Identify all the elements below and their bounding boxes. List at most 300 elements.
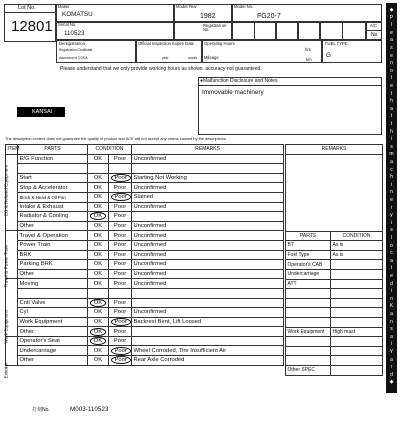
- group-label-exterior: Exterior: [3, 362, 9, 379]
- sidebar-char: h: [390, 98, 393, 105]
- inspection-table: [5, 144, 284, 366]
- parts-name: Other SPEC: [286, 365, 331, 375]
- table-row: [6, 298, 284, 308]
- sidebar-char: n: [390, 295, 393, 302]
- poor-mark: Poor: [113, 223, 127, 230]
- deregistration-label: Deregistration: [59, 41, 86, 46]
- header-item: ITEM: [7, 146, 20, 153]
- remarks-table: [285, 144, 383, 376]
- parts-condition: As is: [331, 250, 383, 260]
- part-name: E/G Function: [18, 154, 88, 164]
- ok-mark: OK: [93, 280, 103, 287]
- parts-name: Work Equipment: [286, 327, 331, 337]
- remark-text: [132, 288, 284, 298]
- table-row: [6, 260, 284, 270]
- table-row: [6, 154, 284, 164]
- location-sidebar: [386, 3, 397, 393]
- condition-poor: [109, 173, 132, 183]
- remark-text: [132, 298, 284, 308]
- table-row: [6, 356, 284, 366]
- poor-mark: Poor: [113, 299, 127, 306]
- sidebar-char: h: [390, 128, 393, 135]
- condition-poor: [109, 183, 132, 193]
- condition-poor: [109, 327, 132, 337]
- parts-row: [286, 289, 383, 299]
- remark-text: Unconfirmed: [132, 269, 284, 279]
- poor-mark: Poor: [113, 271, 127, 278]
- part-name: [18, 288, 88, 298]
- poor-mark: Poor: [111, 318, 131, 326]
- table-row: [6, 212, 284, 222]
- sidebar-char: K: [389, 303, 394, 310]
- lot-number: 12801: [11, 18, 53, 35]
- ok-mark: OK: [93, 203, 103, 210]
- ok-mark: OK: [93, 242, 103, 249]
- table-row: [6, 231, 284, 241]
- sidebar-char: c: [390, 166, 393, 173]
- poor-mark: Poor: [113, 184, 127, 191]
- sidebar-char: a: [390, 311, 393, 317]
- condition-poor: [109, 308, 132, 318]
- part-name: [18, 164, 88, 174]
- ok-mark: OK: [93, 261, 103, 268]
- parts-name: [286, 356, 331, 366]
- fuel-type-value: G: [326, 52, 331, 59]
- poor-mark: Poor: [113, 242, 127, 249]
- parts-name: [286, 308, 331, 318]
- condition-ok: [88, 202, 109, 212]
- reg-box-divider: [276, 22, 298, 40]
- parts-condition: [331, 365, 383, 375]
- ac-label: A/C: [370, 23, 377, 28]
- ok-mark: OK: [90, 328, 106, 336]
- parts-name: [286, 298, 331, 308]
- condition-poor: [109, 356, 132, 366]
- table-header-row: [6, 145, 284, 155]
- poor-mark: Poor: [113, 213, 127, 220]
- ok-mark: OK: [93, 251, 103, 258]
- remark-text: Rear Axle Corroded: [132, 356, 284, 366]
- part-name: Travel & Operation: [18, 231, 88, 241]
- remark-text: [132, 327, 284, 337]
- ok-mark: OK: [93, 155, 103, 162]
- part-name: Other: [18, 356, 88, 366]
- header-condition: CONDITION: [88, 145, 132, 155]
- parts-condition: High mast: [331, 327, 383, 337]
- part-name: Radiator & Cooling: [18, 212, 88, 222]
- parts-condition: [331, 269, 383, 279]
- condition-poor: [109, 164, 132, 174]
- condition-poor: [109, 260, 132, 270]
- ok-mark: OK: [93, 347, 103, 354]
- group-label-travel: Travel & Power Train: [3, 244, 9, 288]
- registration-label: Registrati on No.: [203, 23, 227, 33]
- malfunction-title: ●Malfunction Disclosure and Notes: [200, 78, 278, 84]
- remarks-header-row: [286, 145, 383, 155]
- table-row: [6, 327, 284, 337]
- parts-name: [286, 346, 331, 356]
- poor-mark: Poor: [113, 261, 127, 268]
- sidebar-char: n: [390, 189, 393, 196]
- remarks-blank-cell: [286, 154, 383, 231]
- sidebar-char: i: [390, 341, 393, 348]
- sidebar-char: y: [390, 212, 393, 219]
- ac-value: No: [371, 32, 378, 38]
- condition-poor: [109, 221, 132, 231]
- condition-poor: [109, 346, 132, 356]
- sidebar-char: a: [390, 37, 393, 44]
- table-row: [6, 240, 284, 250]
- part-name: Other: [18, 327, 88, 337]
- parts-row: [286, 327, 383, 337]
- condition-ok: [88, 212, 109, 222]
- remarks-blank-area: [286, 154, 383, 231]
- ok-mark: OK: [93, 357, 103, 364]
- malfunction-text: Immovable machinery: [202, 89, 264, 96]
- parts-condition: [331, 308, 383, 318]
- condition-ok: [88, 327, 109, 337]
- model-year-label: Model Year: [176, 4, 197, 9]
- part-name: Parking BRK: [18, 260, 88, 270]
- parts-condition: [331, 260, 383, 270]
- operating-hours-label: Operating Hours: [204, 41, 235, 46]
- sidebar-char: ◆: [389, 379, 394, 386]
- remark-text: Unconfirmed: [132, 183, 284, 193]
- header-parts: PARTS: [18, 145, 88, 155]
- parts-condition: [331, 298, 383, 308]
- remark-text: Wheel Corroded, Tire Insufficient Air: [132, 346, 284, 356]
- parts-condition: [331, 356, 383, 366]
- parts-row: [286, 250, 383, 260]
- sidebar-char: t: [390, 265, 393, 272]
- condition-poor: [109, 317, 132, 327]
- condition-poor: [109, 250, 132, 260]
- sidebar-char: c: [390, 250, 393, 257]
- part-name: Cntl Valve: [18, 298, 88, 308]
- condition-ok: [88, 183, 109, 193]
- sidebar-char: t: [390, 75, 393, 82]
- remark-text: [132, 164, 284, 174]
- ok-mark: OK: [93, 184, 103, 191]
- sidebar-char: t: [390, 121, 393, 127]
- model-no-cell: [232, 4, 382, 22]
- footer-value: M003-110523: [70, 406, 109, 413]
- sidebar-char: s: [390, 326, 393, 333]
- sidebar-char: o: [390, 242, 393, 249]
- table-row: [6, 183, 284, 193]
- group-cell: [6, 288, 18, 298]
- sidebar-char: t: [390, 90, 393, 97]
- fuel-type-label: FUEL TYPE: [325, 41, 348, 46]
- remark-text: Unconfirmed: [132, 221, 284, 231]
- ok-mark: OK: [93, 318, 103, 325]
- maker-label: Maker: [58, 4, 70, 9]
- table-row: [6, 192, 284, 202]
- header-remarks: REMARKS: [132, 145, 284, 155]
- parts-condition: [331, 289, 383, 299]
- sidebar-char: i: [390, 136, 393, 143]
- sidebar-char: a: [390, 159, 393, 165]
- group-cell: [6, 231, 18, 241]
- part-name: Stop & Accelerator: [18, 183, 88, 193]
- condition-ok: [88, 308, 109, 318]
- reg-box-divider: [320, 22, 343, 40]
- sidebar-char: e: [390, 197, 393, 203]
- condition-ok: [88, 346, 109, 356]
- ok-mark: OK: [93, 223, 103, 230]
- lot-no-label: Lot No.: [18, 5, 36, 11]
- part-name: Other: [18, 269, 88, 279]
- condition-poor: [109, 212, 132, 222]
- parts-row: [286, 337, 383, 347]
- parts-name: [286, 337, 331, 347]
- sidebar-char: i: [390, 181, 393, 188]
- footer-label: 打刻No.: [32, 407, 50, 413]
- parts-name: [286, 289, 331, 299]
- remark-text: Unconfirmed: [132, 202, 284, 212]
- model-year-value: 1982: [200, 13, 216, 20]
- sidebar-char: d: [390, 371, 393, 378]
- condition-ok: [88, 260, 109, 270]
- condition-poor: [109, 231, 132, 241]
- year-label: year: [162, 56, 169, 60]
- part-name: BRK: [18, 250, 88, 260]
- location-text: KANSAI: [32, 109, 53, 115]
- sidebar-char: e: [390, 29, 393, 36]
- parts-condition: [331, 279, 383, 289]
- condition-poor: [109, 240, 132, 250]
- sidebar-char: m: [389, 151, 394, 158]
- remark-text: Stained: [132, 192, 284, 202]
- hrs-label: hrs: [305, 47, 311, 52]
- maker-value: KOMATSU: [62, 11, 93, 18]
- ok-mark: OK: [90, 212, 106, 220]
- poor-mark: Poor: [113, 232, 127, 239]
- sidebar-char: s: [390, 227, 393, 234]
- sidebar-char: n: [390, 318, 393, 325]
- poor-mark: Poor: [113, 251, 127, 258]
- poor-mark: Poor: [113, 338, 127, 345]
- part-name: Undercarriage: [18, 346, 88, 356]
- sidebar-char: o: [390, 67, 393, 74]
- sidebar-char: d: [390, 280, 393, 287]
- condition-ok: [88, 154, 109, 164]
- table-row: [6, 250, 284, 260]
- sidebar-char: r: [390, 364, 393, 371]
- header-remarks-right: REMARKS: [286, 145, 383, 155]
- parts-row: [286, 317, 383, 327]
- remark-text: Unconfirmed: [132, 260, 284, 270]
- part-name: Power Train: [18, 240, 88, 250]
- condition-ok: [88, 192, 109, 202]
- mileage-label: Mileage: [204, 55, 219, 60]
- condition-poor: [109, 192, 132, 202]
- sidebar-char: a: [390, 333, 393, 340]
- table-row: [6, 288, 284, 298]
- remark-text: Unconfirmed: [132, 308, 284, 318]
- poor-mark: Poor: [113, 309, 127, 316]
- ok-mark: OK: [93, 194, 103, 201]
- sidebar-char: e: [390, 52, 393, 59]
- reg-box-divider: [298, 22, 320, 40]
- sidebar-char: n: [390, 60, 393, 67]
- sidebar-char: P: [389, 14, 394, 21]
- group-label-eg: EG & Related Equipment: [3, 164, 9, 217]
- poor-mark: Poor: [111, 174, 131, 182]
- condition-ok: [88, 336, 109, 346]
- sidebar-char: s: [390, 143, 393, 150]
- month-label: month: [188, 56, 198, 60]
- remark-text: [132, 336, 284, 346]
- sidebar-char: a: [390, 356, 393, 363]
- notice-text: Please understand that we only provide working hours as shown. accuracy not guaranteed.: [60, 66, 262, 72]
- parts-name: BT: [286, 241, 331, 251]
- parts-name: Fuel Type: [286, 250, 331, 260]
- poor-mark: Poor: [113, 203, 127, 210]
- parts-row: [286, 308, 383, 318]
- sidebar-char: e: [390, 273, 393, 279]
- parts-row: [286, 356, 383, 366]
- serial-no-value: 110523: [64, 30, 85, 37]
- condition-ok: [88, 164, 109, 174]
- parts-row: [286, 365, 383, 375]
- condition-ok: [88, 221, 109, 231]
- sidebar-char: t: [390, 113, 393, 120]
- parts-row: [286, 298, 383, 308]
- poor-mark: Poor: [111, 356, 131, 364]
- group-label-work: Work Equipment: [3, 309, 9, 344]
- sidebar-char: ◆: [389, 7, 394, 13]
- table-row: [6, 317, 284, 327]
- poor-mark: Poor: [113, 155, 127, 162]
- parts-row: [286, 260, 383, 270]
- doc-coda-label: document of CODA: [59, 56, 88, 60]
- condition-poor: [109, 279, 132, 289]
- condition-ok: [88, 279, 109, 289]
- condition-ok: [88, 250, 109, 260]
- parts-condition: [331, 337, 383, 347]
- part-name: Block & Head & Oil Pan: [18, 192, 88, 202]
- parts-condition: [331, 346, 383, 356]
- sidebar-char: e: [390, 83, 393, 89]
- remark-text: Unconfirmed: [132, 231, 284, 241]
- table-row: [6, 308, 284, 318]
- remark-text: Starting Not Working: [132, 173, 284, 183]
- condition-ok: [88, 356, 109, 366]
- condition-poor: [109, 202, 132, 212]
- condition-ok: [88, 269, 109, 279]
- parts-name: Operator's CAB: [286, 260, 331, 270]
- condition-poor: [109, 288, 132, 298]
- ok-mark: OK: [93, 309, 103, 316]
- disclaimer-text: The description content does not guarantee the quality of product and ACE will not accept any claims caused by the descriptions.: [5, 136, 227, 141]
- sidebar-char: r: [390, 204, 393, 211]
- condition-ok: [88, 173, 109, 183]
- sidebar-char: a: [390, 257, 393, 264]
- reg-box-divider: [254, 22, 276, 40]
- ok-mark: OK: [90, 299, 106, 307]
- model-no-value: FG20-7: [257, 13, 281, 20]
- part-name: Work Equipment: [18, 317, 88, 327]
- parts-name: ATT: [286, 279, 331, 289]
- part-name: Cyl: [18, 308, 88, 318]
- table-row: [6, 336, 284, 346]
- parts-name: Undercarriage: [286, 269, 331, 279]
- table-row: [6, 164, 284, 174]
- condition-poor: [109, 269, 132, 279]
- table-row: [6, 269, 284, 279]
- part-name: Other: [18, 221, 88, 231]
- inspection-label: Official Inspection Expire Date: [138, 41, 195, 46]
- parts-header-parts: PARTS: [286, 231, 331, 241]
- poor-mark: Poor: [113, 280, 127, 287]
- sidebar-char: h: [390, 174, 393, 181]
- table-row: [6, 346, 284, 356]
- part-name: Intake & Exhaust: [18, 202, 88, 212]
- ok-mark: OK: [93, 175, 103, 182]
- ok-mark: OK: [93, 271, 103, 278]
- condition-poor: [109, 154, 132, 164]
- part-name: Moving: [18, 279, 88, 289]
- condition-ok: [88, 231, 109, 241]
- sidebar-char: l: [390, 235, 393, 241]
- parts-row: [286, 279, 383, 289]
- table-row: [6, 221, 284, 231]
- km-label: km: [306, 57, 312, 62]
- remark-text: Backrest Bent, Lift Loosed: [132, 317, 284, 327]
- condition-poor: [109, 336, 132, 346]
- serial-no-label: Serial No.: [58, 22, 77, 27]
- condition-poor: [109, 298, 132, 308]
- part-name: Operator's Seat: [18, 336, 88, 346]
- sidebar-char: l: [390, 22, 393, 29]
- sidebar-char: i: [390, 288, 393, 295]
- sidebar-char: a: [390, 105, 393, 112]
- remark-text: [132, 212, 284, 222]
- model-no-label: Model No.: [234, 4, 254, 9]
- reg-cert-label: Registration Certificate: [59, 48, 93, 52]
- condition-ok: [88, 240, 109, 250]
- sidebar-char: Y: [389, 349, 394, 355]
- remark-text: Unconfirmed: [132, 154, 284, 164]
- sidebar-char: s: [390, 45, 393, 51]
- parts-header-condition: CONDITION: [331, 231, 383, 241]
- condition-ok: [88, 288, 109, 298]
- parts-row: [286, 346, 383, 356]
- part-name: Start: [18, 173, 88, 183]
- table-row: [6, 279, 284, 289]
- ok-mark: OK: [90, 337, 106, 345]
- parts-row: [286, 241, 383, 251]
- remark-text: Unconfirmed: [132, 250, 284, 260]
- parts-header-row: [286, 231, 383, 241]
- parts-condition: [331, 317, 383, 327]
- sidebar-char: i: [390, 219, 393, 226]
- poor-mark: Poor: [111, 193, 131, 201]
- condition-ok: [88, 317, 109, 327]
- parts-name: [286, 317, 331, 327]
- parts-row: [286, 269, 383, 279]
- ok-mark: OK: [93, 232, 103, 239]
- remark-text: Unconfirmed: [132, 240, 284, 250]
- remark-text: Unconfirmed: [132, 279, 284, 289]
- table-row: [6, 202, 284, 212]
- condition-ok: [88, 298, 109, 308]
- table-row: [6, 173, 284, 183]
- poor-mark: Poor: [111, 347, 131, 355]
- parts-condition: As is: [331, 241, 383, 251]
- poor-mark: Poor: [113, 328, 127, 335]
